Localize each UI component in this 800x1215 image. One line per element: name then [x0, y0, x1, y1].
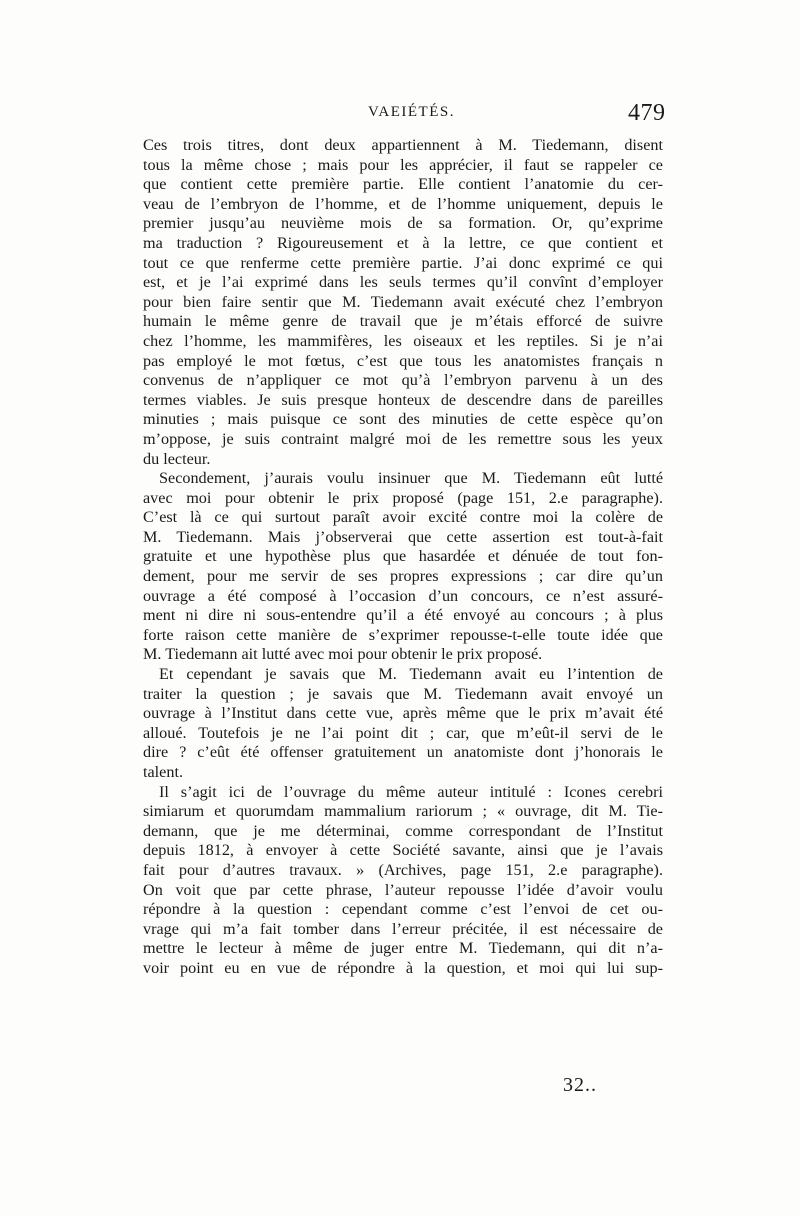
text-line: ma traduction ? Rigoureusement et à la lettre, ce que contient et: [143, 233, 663, 252]
text-line: M. Tiedemann ait lutté avec moi pour obtenir le prix proposé.: [143, 645, 543, 664]
page-number: 479: [628, 100, 666, 126]
text-line: forte raison cette manière de s’exprimer repousse-t-elle toute idée que: [143, 625, 663, 644]
text-line: depuis 1812, à envoyer à cette Société savante, ainsi que je l’avais: [143, 841, 663, 860]
text-line: ouvrage a été composé à l’occasion d’un concours, ce n’est assuré-: [143, 586, 663, 605]
text-line: vrage qui m’a fait tomber dans l’erreur précitée, il est nécessaire de: [143, 919, 663, 938]
text-line: gratuite et une hypothèse plus que hasardée et dénuée de tout fon-: [143, 547, 663, 566]
text-line: voir point eu en vue de répondre à la question, et moi qui lui sup-: [143, 958, 663, 977]
text-line: ouvrage à l’Institut dans cette vue, après même que le prix m’avait été: [143, 704, 663, 723]
text-line: simiarum et quorumdam mammalium rariorum ; « ouvrage, dit M. Tie-: [143, 802, 663, 821]
signature-mark: 32..: [563, 1074, 597, 1096]
text-line: Secondement, j’aurais voulu insinuer que M. Tiedemann eût lutté: [159, 469, 663, 488]
text-line: dement, pour me servir de ses propres expressions ; car dire qu’un: [143, 567, 663, 586]
text-line: veau de l’embryon de l’homme, et de l’homme uniquement, depuis le: [143, 194, 663, 213]
text-line: du lecteur.: [143, 449, 211, 468]
text-line: demann, que je me déterminai, comme correspondant de l’Institut: [143, 821, 663, 840]
text-line: fait pour d’autres travaux. » (Archives, page 151, 2.e paragraphe).: [143, 860, 663, 879]
text-line: pas employé le mot fœtus, c’est que tous les anatomistes français n: [143, 351, 663, 370]
running-head-title: VAEIÉTÉS.: [368, 104, 455, 120]
text-line: C’est là ce qui surtout paraît avoir excité contre moi la colère de: [143, 508, 663, 527]
text-line: m’oppose, je suis contraint malgré moi de les remettre sous les yeux: [143, 429, 663, 448]
text-line: Il s’agit ici de l’ouvrage du même auteur intitulé : Icones cerebri: [159, 782, 663, 801]
text-line: Ces trois titres, dont deux appartiennent à M. Tiedemann, disent: [143, 136, 663, 154]
text-line: tous la même chose ; mais pour les apprécier, il faut se rappeler ce: [143, 155, 663, 174]
text-line: talent.: [143, 763, 184, 781]
text-line: humain le même genre de travail que je m’étais efforcé de suivre: [143, 312, 663, 331]
running-head: [0, 100, 800, 140]
text-line: que contient cette première partie. Elle contient l’anatomie du cer-: [143, 175, 663, 194]
text-line: traiter la question ; je savais que M. Tiedemann avait envoyé un: [143, 684, 663, 703]
text-line: premier jusqu’au neuvième mois de sa formation. Or, qu’exprime: [143, 214, 663, 233]
text-line: dire ? c’eût été offenser gratuitement un anatomiste dont j’honorais le: [143, 743, 663, 762]
text-line: répondre à la question : cependant comme c’est l’envoi de cet ou-: [143, 900, 663, 919]
body-text: [143, 136, 663, 979]
text-line: chez l’homme, les mammifères, les oiseaux et les reptiles. Si je n’ai: [143, 331, 663, 350]
text-line: tout ce que renferme cette première partie. J’ai donc exprimé ce qui: [143, 253, 663, 272]
text-line: est, et je l’ai exprimé dans les seuls termes qu’il convînt d’employer: [143, 273, 663, 292]
text-line: termes viables. Je suis presque honteux de descendre dans de pareilles: [143, 390, 663, 409]
text-line: M. Tiedemann. Mais j’observerai que cette assertion est tout-à-fait: [143, 527, 663, 546]
text-line: minuties ; mais puisque ce sont des minuties de cette espèce qu’on: [143, 410, 663, 429]
text-line: pour bien faire sentir que M. Tiedemann avait exécuté chez l’embryon: [143, 292, 663, 311]
text-line: alloué. Toutefois je ne l’ai point dit ; car, que m’eût-il servi de le: [143, 723, 663, 742]
text-line: mettre le lecteur à même de juger entre M. Tiedemann, qui dit n’a-: [143, 939, 663, 958]
text-line: ment ni dire ni sous-entendre qu’il a été envoyé au concours ; à plus: [143, 606, 663, 625]
text-line: Et cependant je savais que M. Tiedemann avait eu l’intention de: [159, 665, 663, 684]
text-line: On voit que par cette phrase, l’auteur repousse l’idée d’avoir voulu: [143, 880, 663, 899]
text-line: avec moi pour obtenir le prix proposé (page 151, 2.e paragraphe).: [143, 488, 663, 507]
text-line: convenus de n’appliquer ce mot qu’à l’embryon parvenu à un des: [143, 371, 663, 390]
